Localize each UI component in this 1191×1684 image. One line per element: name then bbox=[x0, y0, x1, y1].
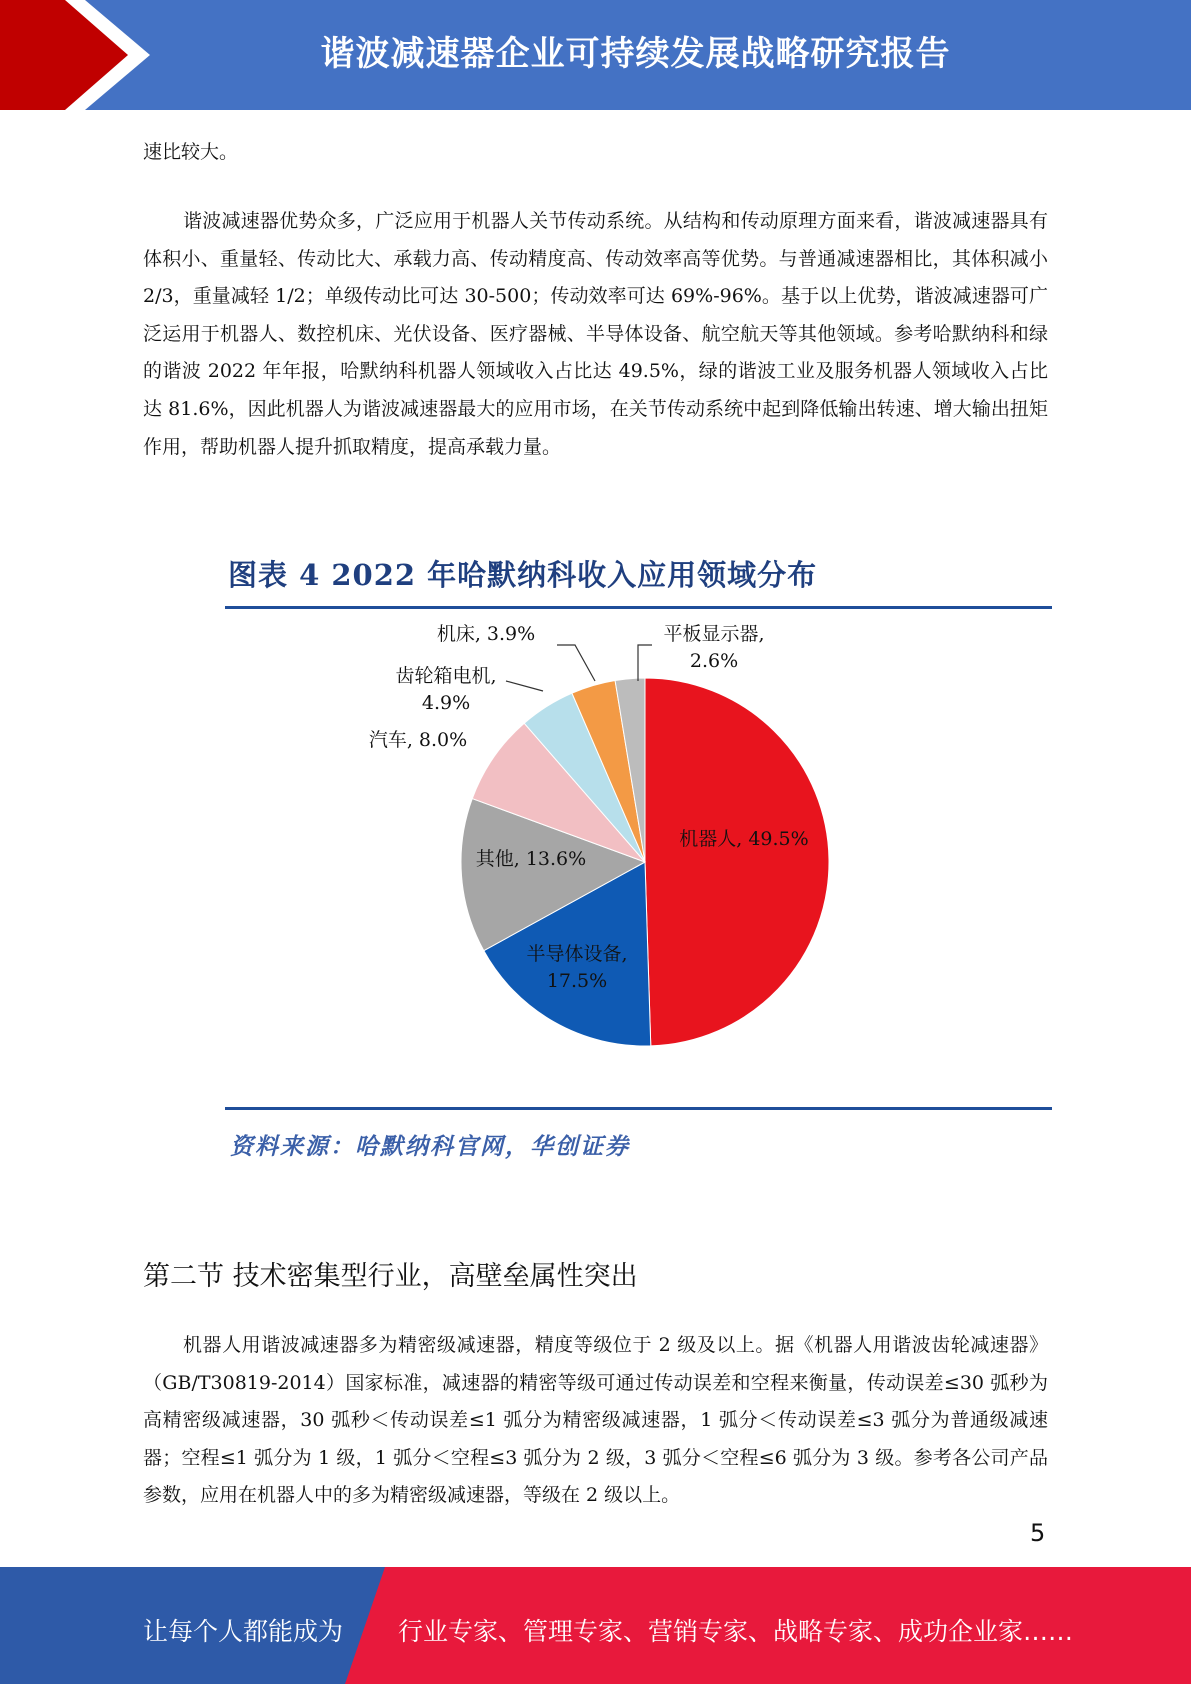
page-number: 5 bbox=[1030, 1519, 1046, 1547]
report-title: 谐波减速器企业可持续发展战略研究报告 bbox=[320, 34, 951, 74]
pie-label-4: 齿轮箱电机, 4.9% bbox=[395, 665, 497, 714]
footer-slogan-right: 行业专家、管理专家、营销专家、战略专家、成功企业家…… bbox=[398, 1617, 1074, 1646]
footer-slogan-left: 让每个人都能成为 bbox=[143, 1617, 344, 1646]
pie-label-5: 机床, 3.9% bbox=[436, 623, 536, 645]
figure-bottom-rule bbox=[225, 1107, 1052, 1110]
figure-source: 资料来源：哈默纳科官网，华创证券 bbox=[230, 1133, 630, 1160]
paragraph-continuation: 速比较大。 bbox=[143, 141, 239, 163]
pie-leader-line-0 bbox=[506, 681, 543, 691]
pie-label-3: 汽车, 8.0% bbox=[368, 729, 468, 751]
figure-title: 图表 4 2022 年哈默纳科收入应用领域分布 bbox=[228, 558, 818, 592]
pie-slice-0 bbox=[645, 678, 829, 1046]
pie-leader-line-2 bbox=[638, 645, 652, 681]
page-footer bbox=[0, 1567, 1191, 1684]
section-heading: 第二节 技术密集型行业，高壁垒属性突出 bbox=[143, 1261, 638, 1292]
pie-label-0: 机器人, 49.5% bbox=[679, 828, 809, 850]
paragraph-advantages: 谐波减速器优势众多，广泛应用于机器人关节传动系统。从结构和传动原理方面来看，谐波减速器具有体积小、重量轻、传动比大、承载力高、传动精度高、传动效率高等优势。与普通减速器相比，其体积减小 2/3，重量减轻 1/2；单级传动比可达 30-500；传动效率可达 69%-96%。基于以上优势，谐波减速器可广泛运用于机器人、数控机床、光伏设备、医疗器械、半导体设备、航空航天等其他领域。参考哈默纳科和绿的谐波 2022 年年报，哈默纳科机器人领域收入占比达 49.5%，绿的谐波工业及服务机器人领域收入占比达 81.6%，因此机器人为谐波减速器最大的应用市场，在关节传动系统中起到降低输出转速、增大输出扭矩作用，帮助机器人提升抓取精度，提高承载力量。 bbox=[143, 210, 1048, 458]
pie-label-6: 平板显示器, 2.6% bbox=[663, 623, 765, 672]
pie-label-2: 其他, 13.6% bbox=[475, 848, 587, 870]
paragraph-precision: 机器人用谐波减速器多为精密级减速器，精度等级位于 2 级及以上。据《机器人用谐波齿轮减速器》（GB/T30819-2014）国家标准，减速器的精密等级可通过传动误差和空程来衡量，传动误差≤30 弧秒为高精密级减速器，30 弧秒＜传动误差≤1 弧分为精密级减速器，1 弧分＜传动误差≤3 弧分为普通级减速器；空程≤1 弧分为 1 级，1 弧分＜空程≤3 弧分为 2 级，3 弧分＜空程≤6 弧分为 3 级。参考各公司产品参数，应用在机器人中的多为精密级减速器，等级在 2 级以上。 bbox=[143, 1334, 1048, 1507]
pie-label-1: 半导体设备, 17.5% bbox=[526, 943, 628, 992]
pie-leader-line-1 bbox=[557, 645, 595, 681]
